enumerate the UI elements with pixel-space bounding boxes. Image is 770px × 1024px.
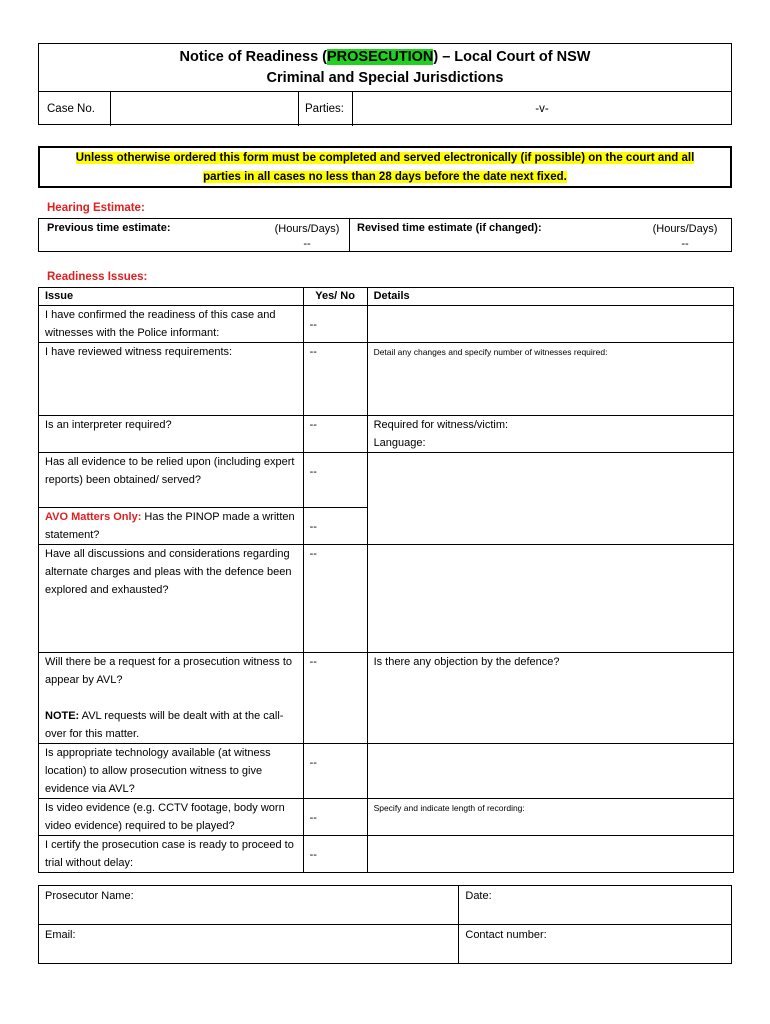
contact-number-field[interactable]: Contact number: <box>459 925 732 964</box>
readiness-table <box>38 287 734 873</box>
details-field[interactable]: Required for witness/victim: Language: <box>367 416 733 453</box>
table-row: AVO Matters Only: Has the PINOP made a written statement? -- <box>39 508 734 545</box>
revised-estimate-field[interactable]: (Hours/Days) -- <box>652 223 718 250</box>
details-field[interactable] <box>367 453 733 545</box>
details-field[interactable]: Detail any changes and specify number of witnesses required: <box>367 343 733 416</box>
prosecutor-name-field[interactable]: Prosecutor Name: <box>39 886 459 925</box>
previous-estimate-field[interactable]: (Hours/Days) -- <box>274 223 340 250</box>
yes-no-field[interactable]: -- <box>303 545 367 653</box>
case-no-label: Case No. <box>47 103 95 115</box>
table-row: Is an interpreter required? -- Required for witness/victim: Language: <box>39 416 734 453</box>
column-header: Issue <box>39 288 304 306</box>
case-parties-row <box>39 91 731 126</box>
table-row: I certify the prosecution case is ready to proceed to trial without delay: -- <box>39 836 734 873</box>
yes-no-field[interactable]: -- <box>303 306 367 343</box>
prosecutor-details <box>38 885 732 964</box>
yes-no-field[interactable]: -- <box>303 836 367 873</box>
previous-estimate-label: Previous time estimate: <box>47 222 171 234</box>
details-field[interactable]: Specify and indicate length of recording: <box>367 799 733 836</box>
yes-no-field[interactable]: -- <box>303 508 367 545</box>
table-row: I have reviewed witness requirements: -- Detail any changes and specify number of witnesses required: <box>39 343 734 416</box>
prosecution-highlight: PROSECUTION <box>327 49 434 65</box>
table-header-row <box>39 288 734 306</box>
yes-no-field[interactable]: -- <box>303 653 367 744</box>
form-header <box>38 43 732 125</box>
email-field[interactable]: Email: <box>39 925 459 964</box>
details-field[interactable] <box>367 836 733 873</box>
form-title: Notice of Readiness (PROSECUTION) – Local Court of NSW Criminal and Special Jurisdictions <box>179 49 591 86</box>
revised-estimate-label: Revised time estimate (if changed): <box>357 222 542 234</box>
parties-field[interactable]: -v- <box>535 103 549 115</box>
table-row: Is video evidence (e.g. CCTV footage, body worn video evidence) required to be played? -- Specify and indicate length of recording: <box>39 799 734 836</box>
details-field[interactable] <box>367 545 733 653</box>
readiness-heading: Readiness Issues: <box>47 271 148 283</box>
yes-no-field[interactable]: -- <box>303 453 367 508</box>
table-row: I have confirmed the readiness of this case and witnesses with the Police informant: -- <box>39 306 734 343</box>
case-no-field[interactable] <box>111 92 298 126</box>
hearing-estimate-box <box>38 218 732 252</box>
yes-no-field[interactable]: -- <box>303 416 367 453</box>
details-field[interactable]: Is there any objection by the defence? <box>367 653 733 744</box>
table-row: Will there be a request for a prosecution witness to appear by AVL? NOTE: AVL requests will be dealt with at the call-over for this matter. -- Is there any objection by the defence? <box>39 653 734 744</box>
table-row: Have all discussions and considerations regarding alternate charges and pleas with the defence been explored and exhausted? -- <box>39 545 734 653</box>
column-header: Details <box>367 288 733 306</box>
column-header: Yes/ No <box>303 288 367 306</box>
yes-no-field[interactable]: -- <box>303 343 367 416</box>
form-subtitle: Criminal and Special Jurisdictions <box>266 70 504 86</box>
date-field[interactable]: Date: <box>459 886 732 925</box>
yes-no-field[interactable]: -- <box>303 744 367 799</box>
yes-no-field[interactable]: -- <box>303 799 367 836</box>
table-row: Has all evidence to be relied upon (including expert reports) been obtained/ served? -- <box>39 453 734 508</box>
details-field[interactable] <box>367 306 733 343</box>
details-field[interactable] <box>367 744 733 799</box>
instruction-notice: Unless otherwise ordered this form must be completed and served electronically (if possible) on the court and all parties in all cases no less than 28 days before the date next fixed. <box>38 146 732 188</box>
table-row: Is appropriate technology available (at witness location) to allow prosecution witness to give evidence via AVL? -- <box>39 744 734 799</box>
parties-label: Parties: <box>305 103 344 115</box>
hearing-estimate-heading: Hearing Estimate: <box>47 202 145 214</box>
